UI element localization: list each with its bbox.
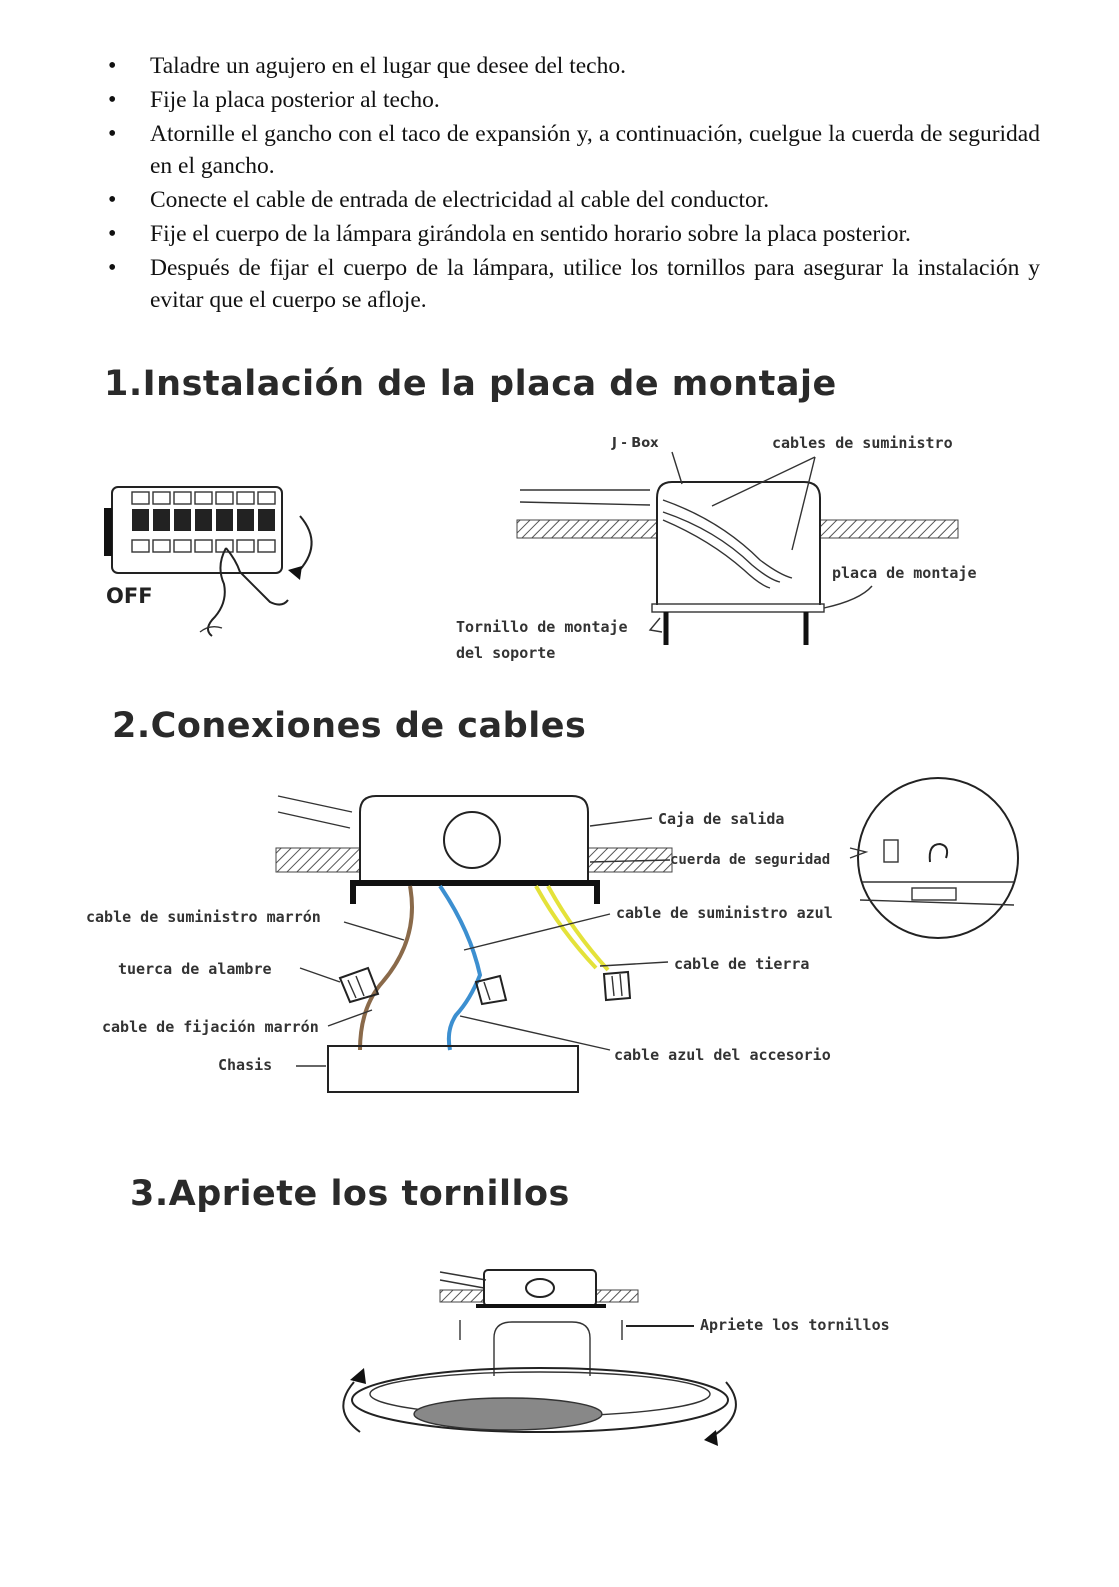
chassis-label: Chasis — [218, 1056, 273, 1074]
instruction-item: • Fije la placa posterior al techo. — [108, 84, 1040, 116]
bracket-screw-label-line2: del soporte — [456, 644, 556, 662]
brown-supply-wire-label: cable de suministro marrón — [86, 908, 321, 926]
instruction-item: • Atornille el gancho con el taco de expansión y, a continuación, cuelgue la cuerda de seguridad en el gancho. — [108, 118, 1040, 182]
instruction-item: • Taladre un agujero en el lugar que desee del techo. — [108, 50, 1040, 82]
off-label: OFF — [106, 584, 153, 608]
outlet-box-label: Caja de salida — [658, 810, 785, 828]
instruction-item: • Fije el cuerpo de la lámpara girándola en sentido horario sobre la placa posterior. — [108, 218, 1040, 250]
ground-wire-label: cable de tierra — [674, 955, 810, 973]
bracket-screw-label: Tornillo de montaje — [456, 618, 628, 636]
section-2-title: 2.Conexiones de cables — [112, 706, 587, 746]
section-3-title: 3.Apriete los tornillos — [130, 1174, 570, 1214]
safety-cord-detail — [850, 778, 1018, 938]
wire-nut-label: tuerca de alambre — [118, 960, 272, 978]
jbox-label: J - Box — [612, 436, 659, 451]
blue-fixture-wire-label: cable azul del accesorio — [614, 1046, 831, 1064]
junction-box-diagram — [517, 452, 958, 645]
outlet-box-diagram — [276, 796, 672, 1092]
hand-icon — [200, 548, 288, 636]
lamp-mount-diagram — [343, 1270, 736, 1446]
breaker-panel-icon — [104, 487, 312, 580]
tighten-screws-label: Apriete los tornillos — [700, 1316, 890, 1334]
wire-nut-icon — [604, 972, 630, 1000]
safety-cord-label: cuerda de seguridad — [670, 852, 831, 868]
mounting-plate-label: placa de montaje — [832, 564, 977, 582]
section-1-title: 1.Instalación de la placa de montaje — [104, 364, 837, 404]
blue-supply-wire-label: cable de suministro azul — [616, 904, 833, 922]
supply-cables-label: cables de suministro — [772, 434, 953, 452]
instruction-item: • Después de fijar el cuerpo de la lámpara, utilice los tornillos para asegurar la instalación y evitar que el cuerpo se afloje. — [108, 252, 1040, 316]
wire-nut-icon — [476, 976, 506, 1004]
instruction-item: • Conecte el cable de entrada de electricidad al cable del conductor. — [108, 184, 1040, 216]
brown-fixture-wire-label: cable de fijación marrón — [102, 1018, 319, 1036]
